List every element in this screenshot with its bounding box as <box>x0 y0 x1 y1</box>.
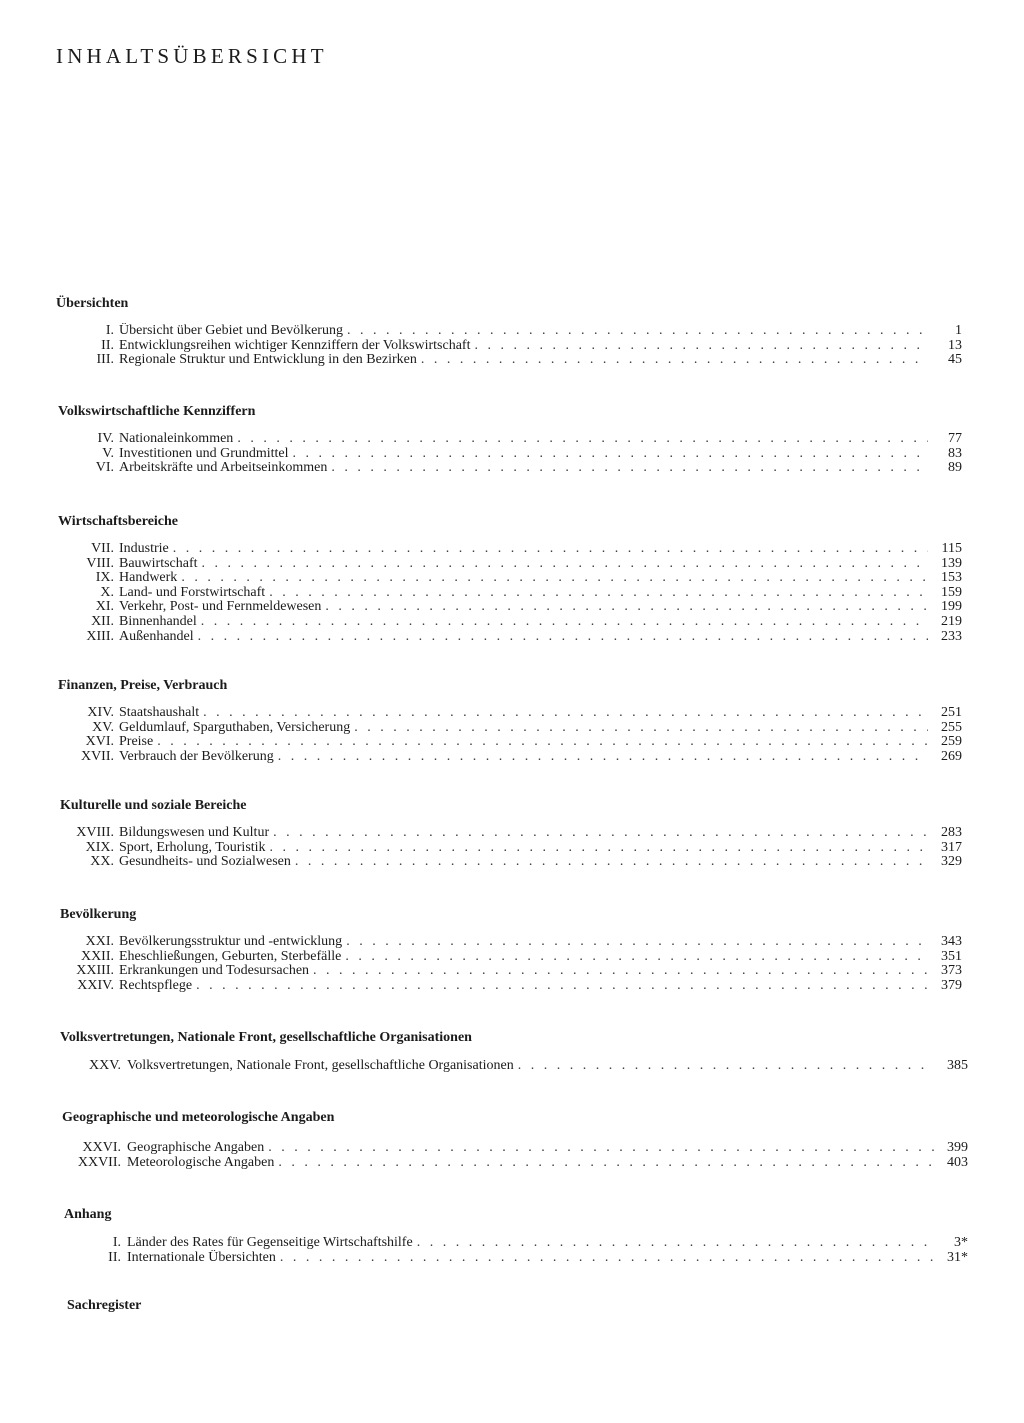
entry-leader <box>127 1235 934 1250</box>
entry-leader <box>119 431 928 446</box>
entry-leader <box>119 749 928 764</box>
section-heading: Volkswirtschaftliche Kennziffern <box>58 404 256 419</box>
entry-number: XVII. <box>80 748 114 764</box>
dot-leader <box>474 338 928 353</box>
section-heading: Kulturelle und soziale Bereiche <box>60 798 247 813</box>
entry-number: II. <box>108 1249 121 1265</box>
toc-entry[interactable] <box>0 934 1024 949</box>
toc-entry[interactable] <box>0 614 1024 629</box>
entry-leader <box>119 585 928 600</box>
entry-leader <box>119 599 928 614</box>
entry-leader <box>119 460 928 475</box>
entry-number: XVIII. <box>76 825 114 840</box>
toc-entry[interactable] <box>0 840 1024 855</box>
toc-entry[interactable] <box>0 949 1024 964</box>
entry-number: XX. <box>90 854 114 870</box>
dot-leader <box>273 825 928 840</box>
toc-entry[interactable] <box>0 431 1024 446</box>
dot-leader <box>331 460 928 475</box>
toc-entry[interactable] <box>0 585 1024 600</box>
entry-page: 3* <box>954 1235 968 1250</box>
toc-entry[interactable] <box>0 599 1024 614</box>
entry-number: XIV. <box>87 705 114 720</box>
toc-entry[interactable] <box>0 705 1024 720</box>
entry-number: V. <box>102 445 114 461</box>
entry-leader <box>119 541 928 556</box>
entry-title: Industrie <box>119 541 169 556</box>
entry-number: XXI. <box>85 934 114 949</box>
entry-title: Entwicklungsreihen wichtiger Kennziffern der Volkswirtschaft <box>119 337 471 353</box>
entry-page: 45 <box>948 352 962 368</box>
entry-title: Verbrauch der Bevölkerung <box>119 748 274 764</box>
entry-leader <box>127 1250 934 1265</box>
entry-leader <box>119 854 928 869</box>
section-heading: Finanzen, Preise, Verbrauch <box>58 678 228 693</box>
entry-number: II. <box>101 337 114 353</box>
dot-leader <box>173 541 928 556</box>
entry-number: XIII. <box>86 628 114 644</box>
register-link[interactable]: Sachregister <box>67 1298 142 1313</box>
dot-leader <box>293 446 928 461</box>
entry-page: 83 <box>948 445 962 461</box>
entry-page: 233 <box>941 628 962 644</box>
entry-page: 399 <box>947 1140 968 1155</box>
section-heading: Wirtschaftsbereiche <box>58 514 179 529</box>
toc-entry[interactable] <box>0 570 1024 585</box>
entry-title: Meteorologische Angaben <box>127 1154 275 1170</box>
entry-page: 219 <box>941 614 962 629</box>
dot-leader <box>268 1140 934 1155</box>
entry-number: XXV. <box>88 1058 121 1073</box>
toc-entry[interactable] <box>0 352 1024 367</box>
entry-number: III. <box>96 352 114 368</box>
entry-page: 153 <box>941 570 962 586</box>
entry-title: Arbeitskräfte und Arbeitseinkommen <box>119 460 328 476</box>
entry-title: Übersicht über Gebiet und Bevölkerung <box>119 323 343 338</box>
entry-leader <box>119 570 928 585</box>
entry-number: I. <box>105 323 114 338</box>
entry-number: XVI. <box>85 734 114 750</box>
entry-title: Verkehr, Post- und Fernmeldewesen <box>119 599 322 615</box>
entry-title: Internationale Übersichten <box>127 1249 276 1265</box>
entry-title: Eheschließungen, Geburten, Sterbefälle <box>119 948 342 964</box>
entry-leader <box>119 556 928 571</box>
dot-leader <box>347 323 928 338</box>
entry-title: Preise <box>119 734 154 750</box>
section-heading: Bevölkerung <box>60 907 137 922</box>
toc-entry[interactable] <box>0 1058 1024 1073</box>
entry-title: Handwerk <box>119 570 178 586</box>
entry-number: VIII. <box>86 555 114 571</box>
toc-entry[interactable] <box>0 323 1024 338</box>
entry-title: Sport, Erholung, Touristik <box>119 839 266 855</box>
entry-number: IX. <box>95 570 114 586</box>
section-heading: Geographische und meteorologische Angaben <box>62 1110 335 1125</box>
entry-title: Bildungswesen und Kultur <box>119 825 270 840</box>
toc-entry[interactable] <box>0 460 1024 475</box>
entry-page: 403 <box>947 1154 968 1170</box>
dot-leader <box>417 1235 934 1250</box>
entry-page: 317 <box>941 839 962 855</box>
entry-leader <box>119 720 928 735</box>
entry-page: 259 <box>941 734 962 750</box>
section-heading: Volksvertretungen, Nationale Front, gesellschaftliche Organisationen <box>60 1030 472 1045</box>
entry-title: Land- und Forstwirtschaft <box>119 584 266 600</box>
toc-entry[interactable] <box>0 963 1024 978</box>
entry-page: 373 <box>941 963 962 979</box>
toc-entry[interactable] <box>0 338 1024 353</box>
entry-leader <box>119 825 928 840</box>
toc-entry[interactable] <box>0 734 1024 749</box>
entry-title: Außenhandel <box>119 628 194 644</box>
dot-leader <box>203 705 928 720</box>
entry-page: 379 <box>941 977 962 993</box>
dot-leader <box>345 949 928 964</box>
dot-leader <box>295 854 928 869</box>
entry-number: VII. <box>91 541 114 556</box>
entry-leader <box>119 705 928 720</box>
entry-leader <box>119 978 928 993</box>
toc-entry[interactable] <box>0 978 1024 993</box>
entry-number: XXIII. <box>76 963 114 979</box>
entry-page: 283 <box>941 825 962 840</box>
dot-leader <box>201 614 928 629</box>
entry-leader <box>127 1058 934 1073</box>
entry-leader <box>119 934 928 949</box>
entry-number: XXVII. <box>77 1154 121 1170</box>
entry-title: Volksvertretungen, Nationale Front, gesellschaftliche Organisationen <box>127 1058 514 1073</box>
entry-page: 31* <box>947 1249 968 1265</box>
toc-entry[interactable] <box>0 854 1024 869</box>
page-title: INHALTSÜBERSICHT <box>56 44 328 68</box>
entry-page: 351 <box>941 948 962 964</box>
entry-page: 13 <box>948 337 962 353</box>
toc-entry[interactable] <box>0 1155 1024 1170</box>
entry-number: XIX. <box>85 839 114 855</box>
dot-leader <box>198 629 928 644</box>
entry-leader <box>119 629 928 644</box>
entry-title: Geographische Angaben <box>127 1140 265 1155</box>
dot-leader <box>270 840 928 855</box>
entry-title: Erkrankungen und Todesursachen <box>119 963 310 979</box>
entry-number: XXII. <box>80 948 114 964</box>
dot-leader <box>518 1058 934 1073</box>
entry-leader <box>119 734 928 749</box>
entry-title: Staatshaushalt <box>119 705 200 720</box>
entry-title: Binnenhandel <box>119 614 197 629</box>
entry-page: 199 <box>941 599 962 615</box>
toc-entry[interactable] <box>0 446 1024 461</box>
entry-title: Geldumlauf, Sparguthaben, Versicherung <box>119 719 351 735</box>
entry-page: 385 <box>947 1058 968 1073</box>
entry-page: 139 <box>941 555 962 571</box>
entry-leader <box>119 352 928 367</box>
entry-number: XV. <box>92 719 114 735</box>
entry-title: Gesundheits- und Sozialwesen <box>119 854 291 870</box>
toc-entry[interactable] <box>0 629 1024 644</box>
toc-entry[interactable] <box>0 556 1024 571</box>
dot-leader <box>157 734 928 749</box>
entry-page: 77 <box>948 431 962 446</box>
dot-leader <box>346 934 928 949</box>
entry-number: VI. <box>95 460 114 476</box>
toc-entry[interactable] <box>0 1250 1024 1265</box>
entry-title: Nationaleinkommen <box>119 431 234 446</box>
toc-entry[interactable] <box>0 1235 1024 1250</box>
entry-leader <box>119 963 928 978</box>
dot-leader <box>269 585 928 600</box>
entry-title: Investitionen und Grundmittel <box>119 445 289 461</box>
entry-leader <box>119 446 928 461</box>
dot-leader <box>421 352 928 367</box>
section-heading: Übersichten <box>56 296 129 311</box>
entry-leader <box>119 840 928 855</box>
dot-leader <box>202 556 928 571</box>
entry-leader <box>119 338 928 353</box>
entry-title: Bevölkerungsstruktur und -entwicklung <box>119 934 343 949</box>
dot-leader <box>354 720 928 735</box>
entry-number: XXIV. <box>77 977 114 993</box>
entry-page: 89 <box>948 460 962 476</box>
toc-entry[interactable] <box>0 825 1024 840</box>
entry-number: X. <box>100 584 114 600</box>
entry-page: 329 <box>941 854 962 870</box>
dot-leader <box>313 963 928 978</box>
entry-number: IV. <box>97 431 114 446</box>
entry-leader <box>127 1155 934 1170</box>
entry-leader <box>127 1140 934 1155</box>
entry-number: XXVI. <box>82 1140 121 1155</box>
entry-title: Rechtspflege <box>119 977 193 993</box>
section-heading: Anhang <box>64 1207 112 1222</box>
entry-page: 251 <box>941 705 962 720</box>
entry-title: Bauwirtschaft <box>119 555 198 571</box>
dot-leader <box>237 431 928 446</box>
toc-entry[interactable] <box>0 749 1024 764</box>
entry-title: Regionale Struktur und Entwicklung in den Bezirken <box>119 352 417 368</box>
entry-leader <box>119 614 928 629</box>
dot-leader <box>278 1155 934 1170</box>
entry-page: 343 <box>941 934 962 949</box>
toc-entry[interactable] <box>0 541 1024 556</box>
entry-page: 269 <box>941 748 962 764</box>
entry-page: 255 <box>941 719 962 735</box>
entry-number: XI. <box>95 599 114 615</box>
entry-leader <box>119 323 928 338</box>
toc-entry[interactable] <box>0 720 1024 735</box>
entry-number: XII. <box>91 614 114 629</box>
entry-title: Länder des Rates für Gegenseitige Wirtschaftshilfe <box>127 1235 413 1250</box>
entry-page: 115 <box>941 541 962 556</box>
dot-leader <box>196 978 928 993</box>
dot-leader <box>325 599 928 614</box>
entry-page: 1 <box>955 323 962 338</box>
dot-leader <box>278 749 928 764</box>
dot-leader <box>280 1250 934 1265</box>
entry-page: 159 <box>941 584 962 600</box>
dot-leader <box>181 570 928 585</box>
toc-entry[interactable] <box>0 1140 1024 1155</box>
entry-leader <box>119 949 928 964</box>
entry-number: I. <box>112 1235 121 1250</box>
